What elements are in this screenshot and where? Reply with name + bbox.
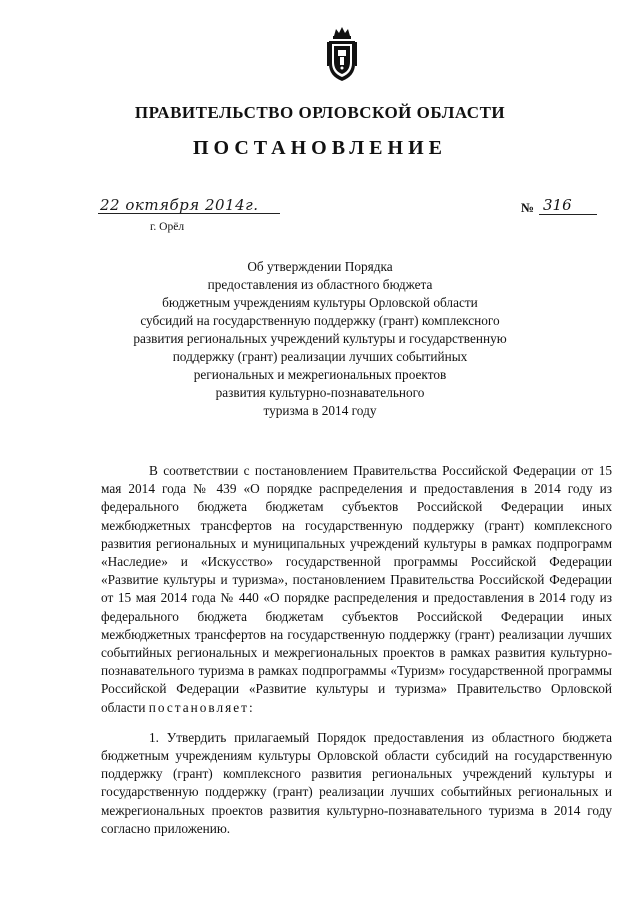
date-handwritten: 22 октября 2014г. xyxy=(100,196,259,214)
city-label: г. Орёл xyxy=(150,221,185,233)
number-underline xyxy=(539,214,597,215)
subject-line: Об утверждении Порядка xyxy=(247,259,393,274)
government-title: ПРАВИТЕЛЬСТВО ОРЛОВСКОЙ ОБЛАСТИ xyxy=(134,103,506,122)
document-subject xyxy=(0,258,640,420)
subject-line: бюджетным учреждениям культуры Орловской области xyxy=(162,295,478,310)
number-sign: № xyxy=(521,200,535,215)
item-1-paragraph: 1. Утвердить прилагаемый Порядок предоставления из областного бюджета бюджетным учреждениям культуры Орловской области субсидий на государственную поддержку (грант) комплексного развития региональных учреждений культуры и государственную поддержку (грант) реализации лучших событийных региональных и межрегиональных проектов развития культурно-познавательного туризма в 2014 году согласно приложению. xyxy=(101,729,612,836)
number-handwritten: 316 xyxy=(543,196,572,214)
document-type-title: ПОСТАНОВЛЕНИЕ xyxy=(193,137,447,159)
document-date xyxy=(98,194,278,216)
subject-line: поддержку (грант) реализации лучших событийных xyxy=(172,349,468,364)
preamble-text: В соответствии с постановлением Правительства Российской Федерации от 15 мая 2014 года № 439 «О порядке распределения и предоставления в 2014 году из федерального бюджета бюджетам субъектов Российской Федерации иных межбюджетных трансфертов на государственную поддержку (грант) комплексного развития региональных и муниципальных учреждений культуры в рамках подпрограмм «Наследие» и «Искусство» государственной программы Российской Федерации «Развитие культуры и туризма», постановлением Правительства Российской Федерации от 15 мая 2014 года № 440 «О порядке распределения и предоставления в 2014 году из федерального бюджета бюджетам субъектов Российской Федерации иных межбюджетных трансфертов на государственную поддержку (грант) реализации лучших событийных региональных и межрегиональных проектов в рамках развития культурно-познавательного туризма в рамках подпрограммы «Туризм» государственной программы Российской Федерации «Развитие культуры и туризма» Правительство Орловской области xyxy=(101,463,612,715)
subject-line: субсидий на государственную поддержку (грант) комплексного xyxy=(140,313,500,328)
document-number xyxy=(521,196,611,218)
subject-line: предоставления из областного бюджета xyxy=(207,277,433,292)
subject-line: туризма в 2014 году xyxy=(263,403,377,418)
preamble-paragraph xyxy=(101,462,612,717)
decree-word: постановляет: xyxy=(148,699,255,715)
coat-of-arms-icon xyxy=(325,26,359,82)
subject-line: развития региональных учреждений культуры и государственную xyxy=(133,331,507,346)
subject-line: развития культурно-познавательного xyxy=(215,385,425,400)
subject-line: региональных и межрегиональных проектов xyxy=(193,367,447,382)
document-body xyxy=(101,462,612,838)
date-underline xyxy=(98,213,280,214)
